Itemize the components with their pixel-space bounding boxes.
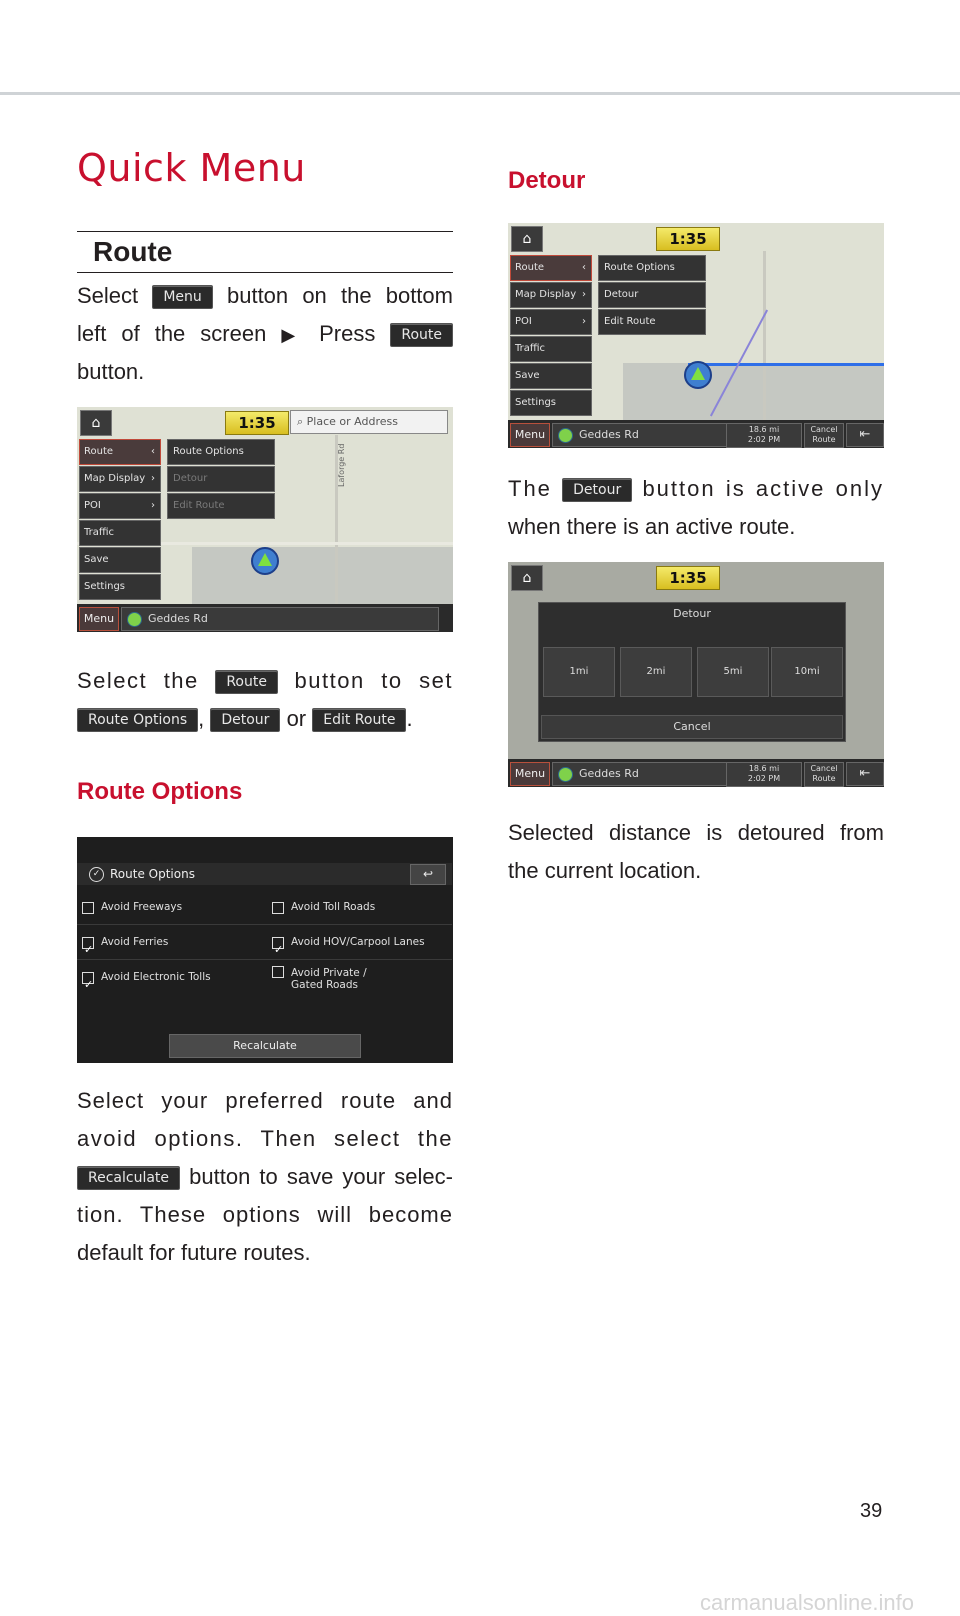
route-button-inline2: Route bbox=[215, 670, 278, 694]
screen-topbar bbox=[508, 223, 884, 251]
ro-para-line1: Select your preferred route and bbox=[77, 1088, 453, 1113]
home-icon[interactable]: ⌂ bbox=[80, 410, 112, 436]
page-number: 39 bbox=[860, 1500, 883, 1522]
ro-para-line5: default for future routes. bbox=[77, 1240, 311, 1265]
dialog-cancel-button[interactable]: Cancel bbox=[541, 715, 843, 739]
screen-bottombar bbox=[508, 420, 884, 448]
position-marker-icon bbox=[251, 547, 279, 575]
clock: 1:35 bbox=[656, 227, 720, 251]
detour-button-inline: Detour bbox=[210, 708, 280, 732]
trip-info: 18.6 mi 2:02 PM bbox=[726, 423, 802, 448]
cancel-route-button[interactable]: Cancel Route bbox=[804, 423, 844, 448]
back-icon[interactable]: ↩ bbox=[410, 864, 446, 885]
search-input[interactable]: ⌕ Place or Address bbox=[290, 410, 448, 434]
detour-option-2mi[interactable]: 2mi bbox=[620, 647, 692, 697]
menu-item-map-display[interactable]: Map Display › bbox=[510, 282, 592, 308]
dialog-title: Detour bbox=[673, 607, 711, 620]
recalculate-button[interactable]: Recalculate bbox=[169, 1034, 361, 1058]
home-icon[interactable]: ⌂ bbox=[511, 226, 543, 252]
location-icon bbox=[127, 612, 142, 627]
section-title: Quick Menu bbox=[77, 146, 306, 190]
route-para-line1: Select Menu button on the bottom bbox=[77, 283, 453, 308]
option-avoid-electronic-tolls[interactable]: ✓ Avoid Electronic Tolls bbox=[77, 961, 259, 994]
edit-route-button-inline: Edit Route bbox=[312, 708, 406, 732]
watermark: carmanualsonline.info bbox=[700, 1590, 915, 1615]
menu-item-poi[interactable]: POI › bbox=[79, 493, 161, 519]
road-label: Laforge Rd bbox=[337, 443, 346, 487]
menu-item-traffic[interactable]: Traffic bbox=[79, 520, 161, 546]
route-para2-line1: Select the Route button to set bbox=[77, 668, 453, 693]
recalculate-button-inline: Recalculate bbox=[77, 1166, 180, 1190]
trip-info: 18.6 mi 2:02 PM bbox=[726, 762, 802, 787]
option-avoid-toll-roads[interactable]: Avoid Toll Roads bbox=[267, 891, 451, 924]
option-avoid-private[interactable]: Avoid Private / Gated Roads bbox=[267, 961, 451, 994]
route-para2-line2: Route Options , Detour or Edit Route . bbox=[77, 700, 453, 738]
arrow-icon: ▶ bbox=[281, 325, 305, 345]
route-options-heading: Route Options bbox=[77, 778, 243, 805]
menu-item-traffic[interactable]: Traffic bbox=[510, 336, 592, 362]
submenu-list bbox=[167, 439, 275, 520]
screenshot-detour-dialog bbox=[508, 562, 884, 787]
detour-heading: Detour bbox=[508, 167, 586, 194]
route-heading: Route bbox=[93, 236, 173, 267]
search-icon: ⌕ bbox=[297, 415, 304, 428]
menu-item-settings[interactable]: Settings bbox=[79, 574, 161, 600]
menu-list bbox=[510, 255, 592, 417]
menu-button-inline: Menu bbox=[152, 285, 212, 309]
submenu-detour[interactable]: Detour bbox=[167, 466, 275, 492]
detour-para-line1: The Detour button is active only bbox=[508, 476, 884, 501]
clock: 1:35 bbox=[225, 411, 289, 435]
collapse-icon[interactable]: ⇤ bbox=[846, 762, 884, 786]
route-button-inline: Route bbox=[390, 323, 453, 347]
screenshot-route-options bbox=[77, 837, 453, 1063]
detour-para2-line2: the current location. bbox=[508, 858, 702, 883]
menu-item-save[interactable]: Save bbox=[79, 547, 161, 573]
submenu-detour[interactable]: Detour bbox=[598, 282, 706, 308]
home-icon[interactable]: ⌂ bbox=[511, 565, 543, 591]
menu-list bbox=[79, 439, 161, 601]
menu-item-route[interactable]: Route ‹ bbox=[510, 255, 592, 281]
route-heading-box bbox=[77, 231, 453, 273]
menu-item-settings[interactable]: Settings bbox=[510, 390, 592, 416]
ro-para-line2: avoid options. Then select the bbox=[77, 1126, 453, 1151]
detour-option-1mi[interactable]: 1mi bbox=[543, 647, 615, 697]
screen-topbar bbox=[508, 562, 884, 590]
menu-item-save[interactable]: Save bbox=[510, 363, 592, 389]
detour-option-10mi[interactable]: 10mi bbox=[771, 647, 843, 697]
screen-topbar bbox=[77, 407, 453, 435]
detour-para2-line1: Selected distance is detoured from bbox=[508, 820, 884, 845]
cancel-route-button[interactable]: Cancel Route bbox=[804, 762, 844, 787]
screenshot-detour-menu bbox=[508, 223, 884, 448]
submenu-edit-route[interactable]: Edit Route bbox=[167, 493, 275, 519]
location-icon bbox=[558, 767, 573, 782]
route-para-line2: left of the screen ▶ Press Route bbox=[77, 315, 453, 354]
submenu-edit-route[interactable]: Edit Route bbox=[598, 309, 706, 335]
screenshot-quick-menu bbox=[77, 407, 453, 632]
route-line bbox=[688, 363, 884, 366]
ro-para-line3: Recalculate button to save your selec- bbox=[77, 1158, 453, 1196]
menu-item-poi[interactable]: POI › bbox=[510, 309, 592, 335]
menu-item-route[interactable]: Route ‹ bbox=[79, 439, 161, 465]
detour-button-inline: Detour bbox=[562, 478, 632, 502]
menu-item-map-display[interactable]: Map Display › bbox=[79, 466, 161, 492]
option-avoid-freeways[interactable]: Avoid Freeways bbox=[77, 891, 259, 924]
option-row bbox=[77, 926, 452, 960]
option-avoid-ferries[interactable]: ✓ Avoid Ferries bbox=[77, 926, 259, 959]
menu-button[interactable]: Menu bbox=[510, 762, 550, 786]
header-rule bbox=[0, 92, 960, 95]
route-para-line3: button. bbox=[77, 359, 145, 384]
street-name: Geddes Rd bbox=[552, 423, 735, 447]
screen-bottombar bbox=[508, 759, 884, 787]
detour-option-5mi[interactable]: 5mi bbox=[697, 647, 769, 697]
detour-para-line2: when there is an active route. bbox=[508, 514, 796, 539]
detour-dialog bbox=[538, 602, 846, 742]
submenu-route-options[interactable]: Route Options bbox=[167, 439, 275, 465]
clock: 1:35 bbox=[656, 566, 720, 590]
menu-button[interactable]: Menu bbox=[79, 607, 119, 631]
collapse-icon[interactable]: ⇤ bbox=[846, 423, 884, 447]
street-name: Geddes Rd bbox=[121, 607, 439, 631]
check-circle-icon: ✓ bbox=[89, 867, 104, 882]
ro-para-line4: tion. These options will become bbox=[77, 1202, 453, 1227]
option-avoid-hov[interactable]: ✓ Avoid HOV/Carpool Lanes bbox=[267, 926, 451, 959]
street-name: Geddes Rd bbox=[552, 762, 735, 786]
location-icon bbox=[558, 428, 573, 443]
submenu-route-options[interactable]: Route Options bbox=[598, 255, 706, 281]
route-options-button-inline: Route Options bbox=[77, 708, 198, 732]
route-options-title: ✓ Route Options ↩ bbox=[77, 863, 452, 885]
menu-button[interactable]: Menu bbox=[510, 423, 550, 447]
screen-bottombar bbox=[77, 604, 453, 632]
option-row bbox=[77, 961, 452, 994]
position-marker-icon bbox=[684, 361, 712, 389]
submenu-list bbox=[598, 255, 706, 336]
option-row bbox=[77, 891, 452, 925]
